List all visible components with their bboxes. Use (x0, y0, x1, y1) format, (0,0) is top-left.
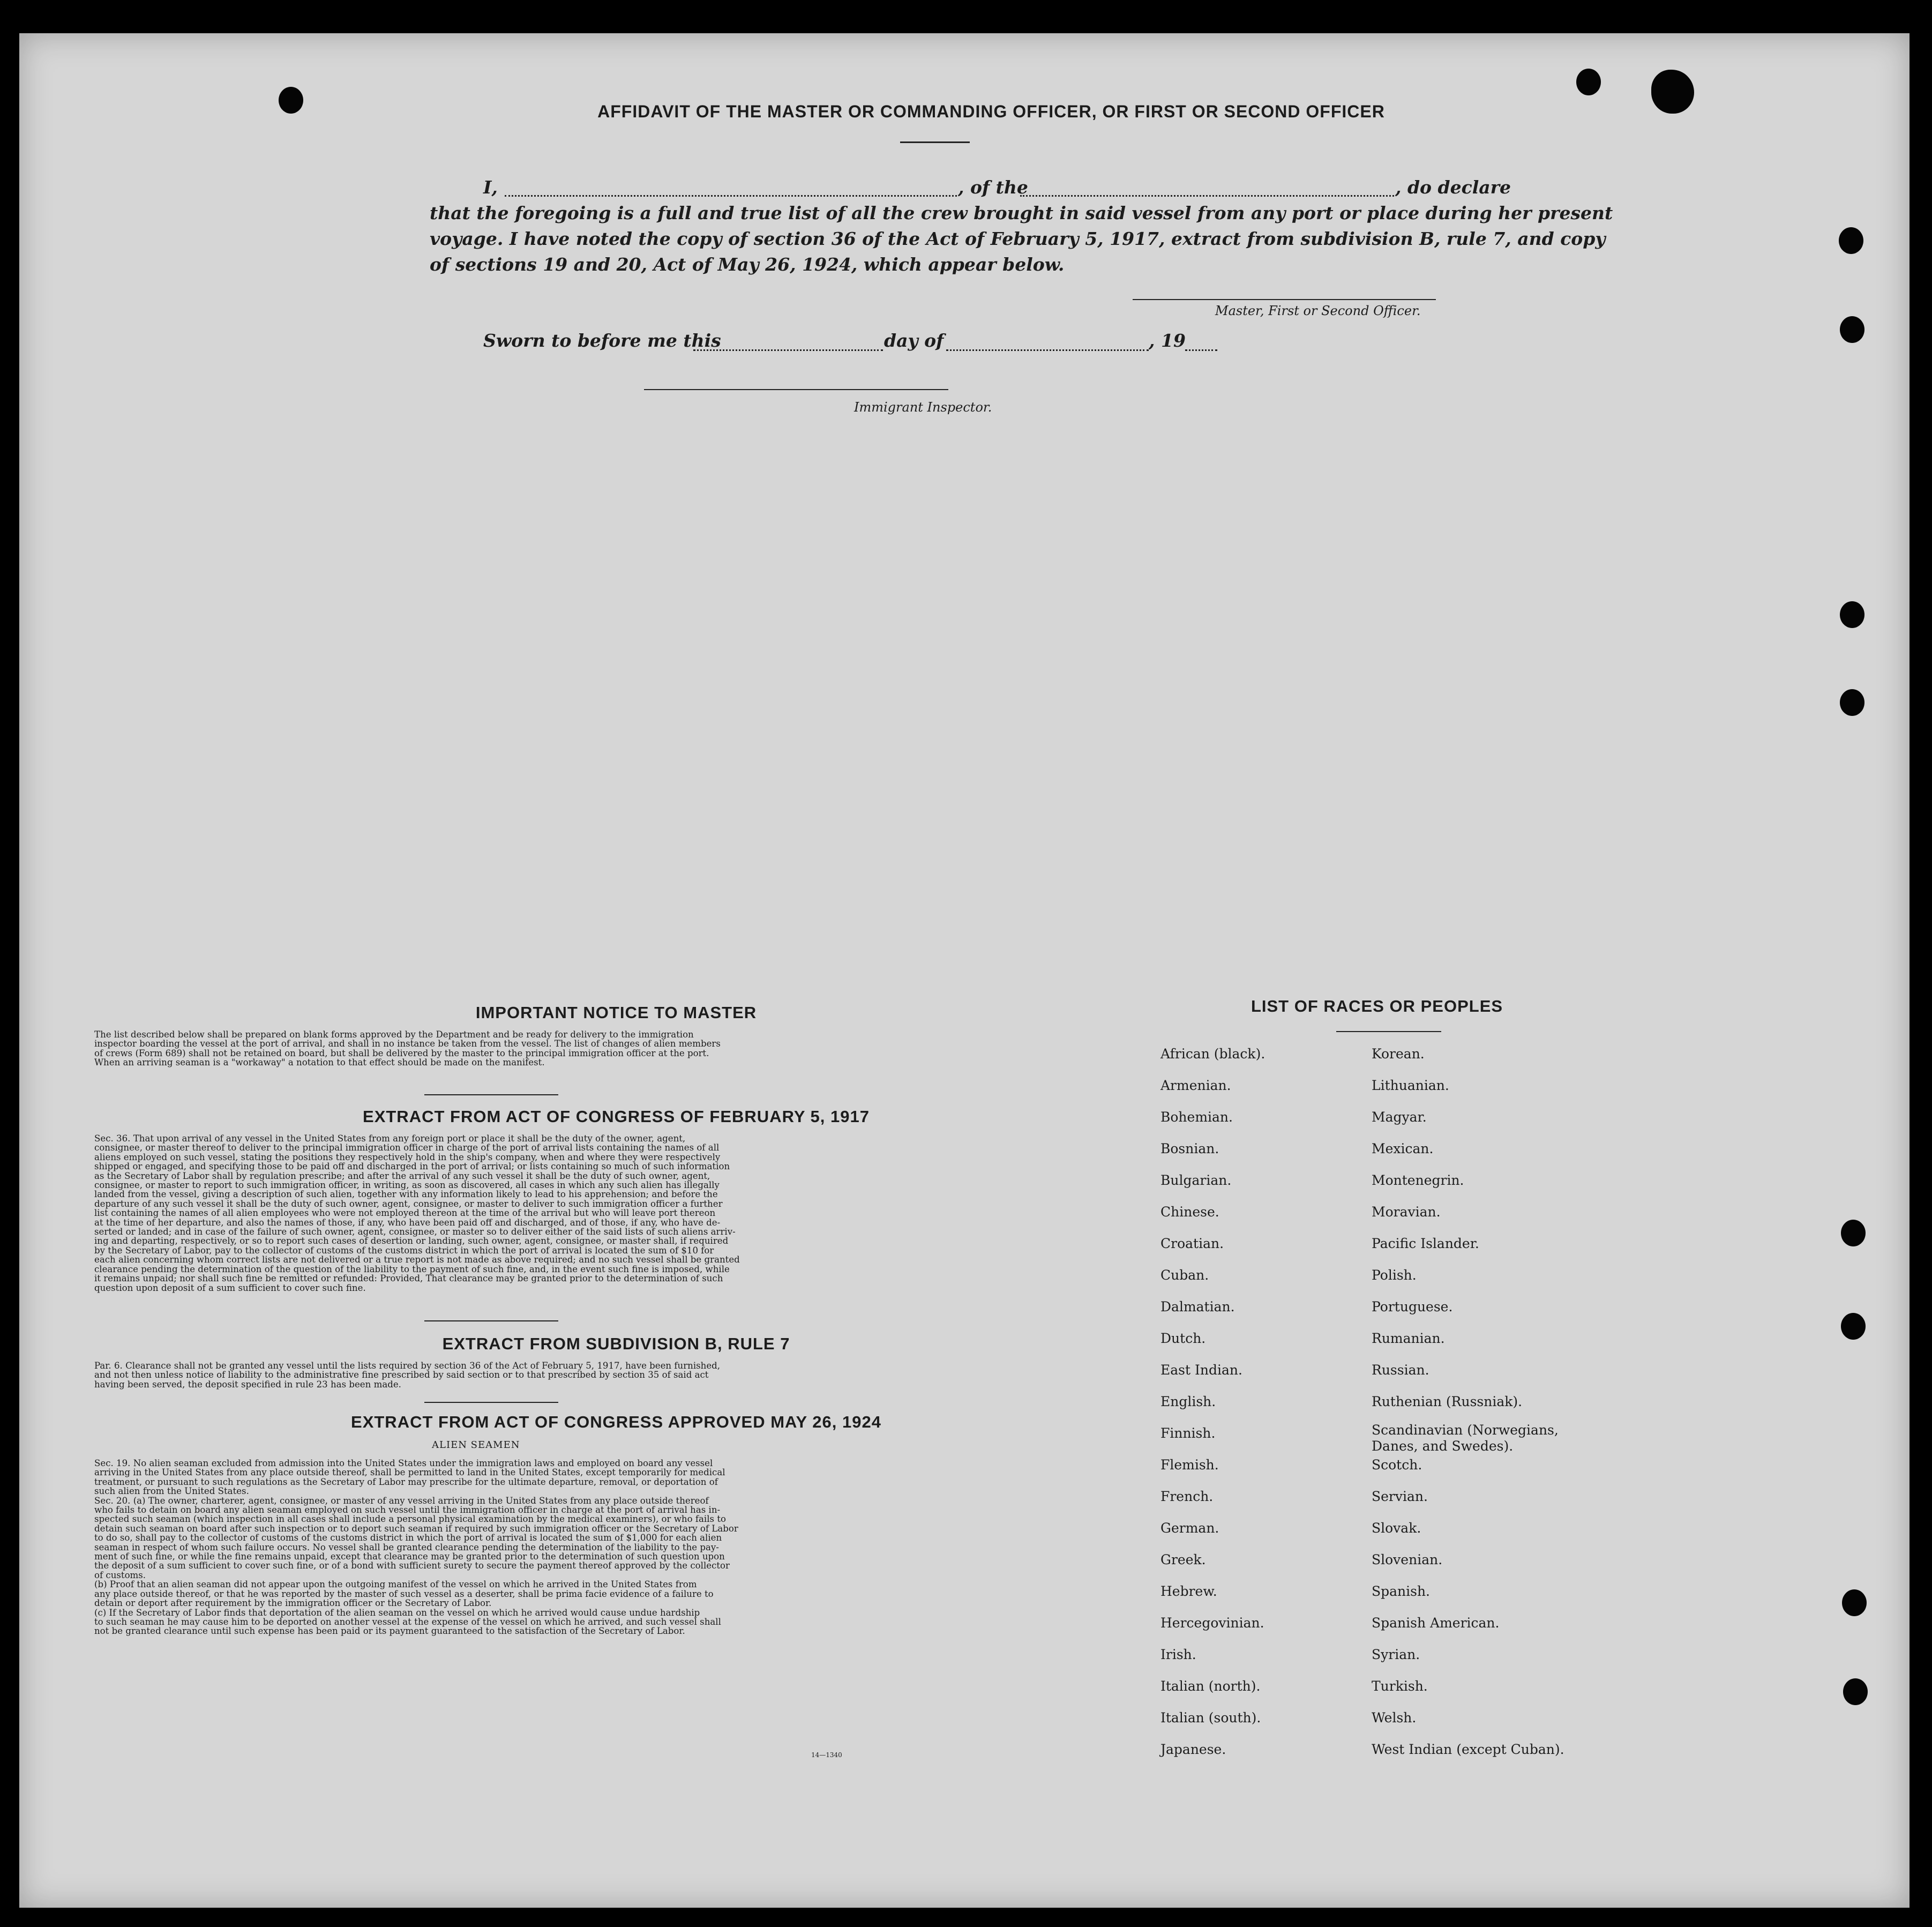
race-item: Russian. (1372, 1362, 1429, 1378)
affidavit-line-3: voyage. I have noted the copy of section 36 of the Act of February 5, 1917, extract from subdivision B, rule 7, and copy (430, 228, 1606, 249)
title-underline (900, 141, 970, 143)
master-signature-caption: Master, First or Second Officer. (1215, 303, 1421, 318)
race-item: Dalmatian. (1160, 1299, 1235, 1314)
extract-1917-title: EXTRACT FROM ACT OF CONGRESS OF FEBRUARY 5, 1917 (363, 1107, 870, 1126)
affidavit-line-declare: , do declare (1395, 177, 1511, 198)
race-item: African (black). (1160, 1046, 1265, 1062)
inspector-signature-line (644, 389, 948, 390)
affidavit-title: AFFIDAVIT OF THE MASTER OR COMMANDING OFFICER, OR FIRST OR SECOND OFFICER (597, 102, 1385, 121)
race-item: Armenian. (1160, 1078, 1231, 1093)
punch-hole (1839, 227, 1863, 254)
sworn-prefix: Sworn to before me this (483, 330, 721, 351)
race-item: Mexican. (1372, 1141, 1434, 1156)
race-item: West Indian (except Cuban). (1372, 1742, 1564, 1757)
inspector-caption: Immigrant Inspector. (854, 400, 992, 415)
race-item: English. (1160, 1394, 1216, 1409)
race-item: Greek. (1160, 1552, 1206, 1567)
race-item: Servian. (1372, 1489, 1428, 1504)
race-item: Flemish. (1160, 1457, 1219, 1473)
punch-hole (1843, 1678, 1868, 1705)
races-title-underline (1336, 1031, 1441, 1032)
race-item: Japanese. (1160, 1742, 1226, 1757)
extract-1924-body: Sec. 19. No alien seaman excluded from admission into the United States under the immigration laws and employed on board any vessel arriving in the United States from any place outside thereof, shall be permitted to land in the United States, except temporarily for medical treatment, or pursuant to such regulations as the Secretary of Labor may prescribe for the ultimate departure, removal, or deportation of such alien from the United States. Sec. 20. (a) The owner, charterer, agent, consignee, or master of any vessel arriving in the United States from any place outside thereof who fails to detain on board any alien seaman employed on such vessel until the immigration officer in charge at the port of arrival has in- spected such seaman (which inspection in all cases shall include a personal physical examination by the medical examiners), or who fails to detain such seaman on board after such inspection or to deport such seaman if required by such immigration officer or the Secretary of Labor to do so, shall pay to the collector of customs of the customs district in which the port of arrival is located the sum of $1,000 for each alien seaman in respect of whom such failure occurs. No vessel shall be granted clearance pending the determination of the liability to the pay- ment of such fine, or while the fine remains unpaid, except that clearance may be granted prior to the determination of such question upon the deposit of a sum sufficient to cover such fine, or of a bond with sufficient surety to secure the payment thereof approved by the collector of customs. (b) Proof that an alien seaman did not appear upon the outgoing manifest of the vessel on which he arrived in the United States from any place outside thereof, or that he was reported by the master of such vessel as a deserter, shall be prima facie evidence of a failure to detain or deport after requirement by the immigration officer or the Secretary of Labor. (c) If the Secretary of Labor finds that deportation of the alien seaman on the vessel on which he arrived would cause undue hardship to such seaman he may cause him to be deported on another vessel at the expense of the vessel on which he arrived, and such vessel shall not be granted clearance until such expense has been paid or its payment guaranteed to the satisfaction of the Secretary of Labor. (94, 1458, 738, 1637)
sworn-day-of: day of (884, 330, 944, 351)
race-item: Bulgarian. (1160, 1172, 1232, 1188)
punch-hole (1841, 1313, 1866, 1340)
punch-hole (1840, 689, 1864, 716)
race-item: Cuban. (1160, 1267, 1209, 1283)
race-item: Polish. (1372, 1267, 1417, 1283)
race-item: Scandinavian (Norwegians, Danes, and Swedes). (1372, 1422, 1559, 1454)
affidavit-line-4: of sections 19 and 20, Act of May 26, 1924, which appear below. (430, 254, 1065, 275)
vessel-blank (1020, 195, 1394, 197)
race-item: Magyar. (1372, 1109, 1427, 1125)
race-item: Lithuanian. (1372, 1078, 1449, 1093)
race-item: Bosnian. (1160, 1141, 1219, 1156)
sworn-year-blank (1185, 349, 1217, 351)
document-page (19, 33, 1909, 1908)
section-divider (424, 1320, 558, 1321)
race-item: Turkish. (1372, 1678, 1428, 1694)
section-divider (424, 1402, 558, 1403)
punch-hole (1841, 1220, 1866, 1246)
race-item: Slovenian. (1372, 1552, 1443, 1567)
race-item: East Indian. (1160, 1362, 1242, 1378)
punch-hole (1576, 69, 1601, 95)
punch-hole (1840, 316, 1864, 343)
race-item: French. (1160, 1489, 1214, 1504)
extract-1917-body: Sec. 36. That upon arrival of any vessel in the United States from any foreign port or place it shall be the duty of the owner, agent, consignee, or master thereof to deliver to the principal immigration officer in charge of the port of arrival lists containing the names of all aliens employed on such vessel, stating the positions they respectively hold in the ship's company, when and where they were respectively shipped or engaged, and specifying those to be paid off and discharged in the port of arrival; or lists containing so much of such information as the Secretary of Labor shall by regulation prescribe; and after the arrival of any such vessel it shall be the duty of such owner, agent, consignee, or master to report to such immigration officer, in writing, as soon as discovered, all cases in which any such alien has illegally landed from the vessel, giving a description of such alien, together with any information likely to lead to his apprehension; and before the departure of any such vessel it shall be the duty of such owner, agent, consignee, or master to deliver to such immigration officer a further list containing the names of all alien employees who were not employed thereon at the time of the arrival but who will leave port thereon at the time of her departure, and also the names of those, if any, who have been paid off and discharged, and of those, if any, who have de- serted or landed; and in case of the failure of such owner, agent, consignee, or master so to deliver either of the said lists of such aliens arriv- ing and departing, respectively, or so to report such cases of desertion or landing, such owner, agent, consignee, or master shall, if required by the Secretary of Labor, pay to the collector of customs of the customs district in which the port of arrival is located the sum of $10 for each alien concerning whom correct lists are not delivered or a true report is not made as above required; and no such vessel shall be granted clearance pending the determination of the question of the liability to the payment of such fine, and, in the event such fine is imposed, while it remains unpaid; nor shall such fine be remitted or refunded: Provided, That clearance may be granted prior to the determination of such question upon deposit of a sum sufficient to cover such fine. (94, 1133, 740, 1293)
race-item: Italian (south). (1160, 1710, 1261, 1726)
form-number: 14—1340 (811, 1751, 842, 1759)
race-item: Dutch. (1160, 1331, 1206, 1346)
race-item: Moravian. (1372, 1204, 1441, 1220)
notice-body: The list described below shall be prepared on blank forms approved by the Department and be ready for delivery to the immigration inspector boarding the vessel at the port of arrival, and shall in no instance be taken from the vessel. The list of changes of alien members of crews (Form 689) shall not be retained on board, but shall be delivered by the master to the principal immigration officer at the port. When an arriving seaman is a "workaway" a notation to that effect should be made on the manifest. (94, 1029, 721, 1068)
race-item: Slovak. (1372, 1520, 1421, 1536)
race-item: Finnish. (1160, 1425, 1216, 1441)
section-divider (424, 1094, 558, 1095)
sworn-month-blank (946, 349, 1149, 351)
race-item: Rumanian. (1372, 1331, 1445, 1346)
punch-hole (1651, 70, 1694, 114)
affidavit-line-2: that the foregoing is a full and true list of all the crew brought in said vessel from any port or place during her present (430, 203, 1613, 223)
race-item: Hebrew. (1160, 1584, 1217, 1599)
extract-1924-title: EXTRACT FROM ACT OF CONGRESS APPROVED MAY 26, 1924 (351, 1413, 881, 1431)
race-item: Welsh. (1372, 1710, 1417, 1726)
race-item: German. (1160, 1520, 1219, 1536)
race-item: Korean. (1372, 1046, 1425, 1062)
race-item: Irish. (1160, 1647, 1196, 1662)
race-item: Pacific Islander. (1372, 1236, 1479, 1251)
race-item: Spanish. (1372, 1584, 1431, 1599)
race-item: Bohemian. (1160, 1109, 1233, 1125)
race-item: Syrian. (1372, 1647, 1420, 1662)
sworn-day-blank (693, 349, 883, 351)
races-title: LIST OF RACES OR PEOPLES (1250, 997, 1503, 1015)
race-item: Spanish American. (1372, 1615, 1500, 1631)
name-blank (505, 195, 957, 197)
extract-rule7-body: Par. 6. Clearance shall not be granted any vessel until the lists required by section 36 of the Act of February 5, 1917, have been furnished, and not then unless notice of liability to the administrative fine prescribed by said section or to that prescribed by section 35 of said act having been served, the deposit specified in rule 23 has been made. (94, 1361, 721, 1390)
notice-title: IMPORTANT NOTICE TO MASTER (475, 1003, 757, 1022)
race-item: Hercegovinian. (1160, 1615, 1264, 1631)
alien-seamen-subtitle: ALIEN SEAMEN (432, 1439, 520, 1451)
race-item: Ruthenian (Russniak). (1372, 1394, 1523, 1409)
sworn-year: , 19 (1149, 330, 1186, 351)
race-item: Italian (north). (1160, 1678, 1261, 1694)
affidavit-line-i: I, (483, 177, 498, 198)
master-signature-line (1133, 299, 1436, 300)
race-item: Chinese. (1160, 1204, 1219, 1220)
race-item: Scotch. (1372, 1457, 1422, 1473)
race-item: Portuguese. (1372, 1299, 1453, 1314)
race-item: Croatian. (1160, 1236, 1224, 1251)
punch-hole (279, 87, 303, 114)
punch-hole (1842, 1589, 1867, 1616)
extract-rule7-title: EXTRACT FROM SUBDIVISION B, RULE 7 (442, 1334, 790, 1353)
affidavit-line-of: , of the (958, 177, 1028, 198)
race-item: Montenegrin. (1372, 1172, 1464, 1188)
punch-hole (1840, 601, 1864, 628)
